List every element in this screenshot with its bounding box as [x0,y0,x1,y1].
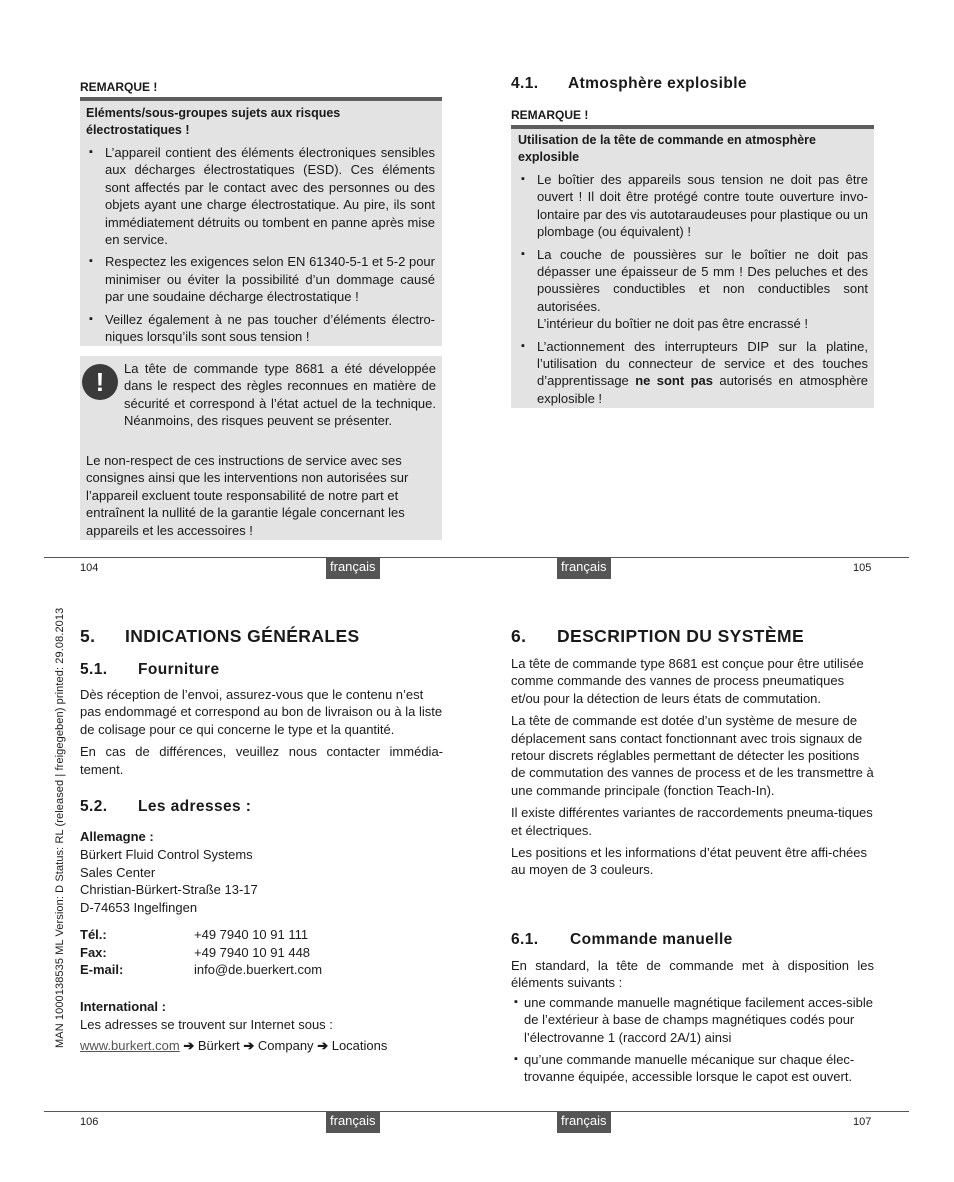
warning-box [80,356,442,540]
locations-path: www.burkert.com ➔ Bürkert ➔ Company ➔ Locations [80,1038,388,1053]
remark-label: REMARQUE ! [80,80,158,94]
warning-exclamation-icon: ! [82,364,118,400]
section-heading-5: 5. INDICATIONS GÉNÉRALES [80,626,360,646]
paragraph: En cas de différences, veuillez nous contacter immédia-tement. [80,744,443,777]
manual-control-text [511,957,874,1086]
list-item: ▪ Respectez les exigences selon EN 61340-5-1 et 5-2 pour minimiser ou éviter la possibilité d’un dommage causé par une soudaine décharge électrostatique ! [86,253,435,305]
arrow-right-icon: ➔ [317,1038,329,1053]
section-heading-6-1: 6.1. Commande manuelle [511,931,733,948]
list-item: ▪ qu’une commande manuelle mécanique sur chaque élec-trovanne équipée, accessible lorsque le capot est ouvert. [511,1051,874,1086]
arrow-right-icon: ➔ [243,1038,255,1053]
box-heading: Utilisation de la tête de commande en atmosphère explosible [518,133,816,164]
website-link[interactable]: www.burkert.com [80,1038,180,1053]
page-number: 105 [853,562,872,574]
warning-text-2: Le non-respect de ces instructions de service avec ses consignes ainsi que les interventions non autorisées sur l’appareil excluent toute responsabilité de notre part et entraînent la nullité de la garantie légale concernant les appareils et les accessoires ! [86,453,409,538]
paragraph: La tête de commande type 8681 est conçue pour être utilisée comme commande des vannes de process pneumatiques et/ou pour la détection de leurs états de commutation. [511,656,864,706]
country-label: Allemagne : [80,829,154,844]
document-status-line: MAN 1000138535 ML Version: D Status: RL (released | freigegeben) printed: 29.08.2013 [54,607,66,1048]
warning-text: La tête de commande type 8681 a été développée dans le respect des règles reconnues en matière de sécurité et correspond à l’état actuel de la technique. Néanmoins, des risques peuvent se présenter. [124,361,436,429]
language-tab: français [557,1111,611,1133]
list-item: ▪ L’appareil contient des éléments électroniques sensibles aux décharges électrostatiques (ESD). Ces éléments sont affectés par le contact avec des personnes ou des objets ayant une charge électrostatique. Au pire, ils sont immédiatement détruits ou tombent en panne après mise en service. [86,144,435,248]
esd-remark-box [80,101,442,346]
international-label: International : [80,999,166,1014]
delivery-text [80,686,443,783]
remark-label: REMARQUE ! [511,108,589,122]
language-tab: français [326,1111,380,1133]
list-item: ▪ Veillez également à ne pas toucher d’éléments électro-niques lorsqu’ils sont sous tension ! [86,311,435,346]
page-number: 107 [853,1116,872,1128]
contact-table: Tél.: +49 7940 10 91 111 Fax: +49 7940 10 91 448 E-mail: info@de.buerkert.com [80,927,323,978]
section-heading-4-1: 4.1. Atmosphère explosible [511,75,747,92]
email-link[interactable]: info@de.buerkert.com [194,962,323,978]
paragraph: En standard, la tête de commande met à disposition les éléments suivants : [511,958,874,991]
paragraph: Dès réception de l’envoi, assurez-vous que le contenu n’est pas endommagé et correspond au bon de livraison ou à la liste de colisage pour ce qui concerne le type et la quantité. [80,687,443,737]
section-heading-5-2: 5.2. Les adresses : [80,798,252,815]
page-number: 106 [80,1116,99,1128]
arrow-right-icon: ➔ [183,1038,195,1053]
section-heading-5-1: 5.1. Fourniture [80,661,220,678]
paragraph: Les positions et les informations d’état peuvent être affi-chées au moyen de 3 couleurs. [511,845,868,878]
international-text: Les adresses se trouvent sur Internet sous : [80,1017,333,1032]
paragraph: La tête de commande est dotée d’un système de mesure de déplacement sans contact fonctionnant avec trois signaux de retour discrets réglables permettant de détecter les positions de commutation des vannes de process et de les transmettre à une commande principale (fonction Teach-In). [511,713,874,798]
page-number: 104 [80,562,99,574]
address-block: Bürkert Fluid Control Systems Sales Center Christian-Bürkert-Straße 13-17 D-74653 Ingelfingen [80,847,258,915]
list-item: ▪ Le boîtier des appareils sous tension ne doit pas être ouvert ! Il doit être protégé contre toute ouverture invo-lontaire par des vis autotaraudeuses pour plastique ou un plombage (ou équivalent) ! [518,171,868,241]
list-item: ▪ une commande manuelle magnétique facilement acces-sible de l’extérieur à base de champs magnétiques codés pour l’électrovanne 1 (raccord 2A/1) ainsi [511,994,874,1046]
list-item: ▪ L’actionnement des interrupteurs DIP sur la platine, l’utilisation du connecteur de service et des touches d’apprentissage ne sont pas autorisés en atmosphère explosible ! [518,338,868,408]
system-description-text [511,655,874,884]
section-heading-6: 6. DESCRIPTION DU SYSTÈME [511,626,805,646]
footer-rule [44,1111,909,1112]
box-heading: Eléments/sous-groupes sujets aux risques électrostatiques ! [86,106,341,137]
list-item: ▪ La couche de poussières sur le boîtier ne doit pas dépasser une épaisseur de 5 mm ! Des peluches et des poussières conductibles et non conductibles sont autorisées. L’intérieur du boîtier ne doit pas être encrassé ! [518,246,868,333]
language-tab: français [326,557,380,579]
language-tab: français [557,557,611,579]
paragraph: Il existe différentes variantes de raccordements pneuma-tiques et électriques. [511,805,873,838]
footer-rule [44,557,909,558]
atex-remark-box [511,129,874,408]
